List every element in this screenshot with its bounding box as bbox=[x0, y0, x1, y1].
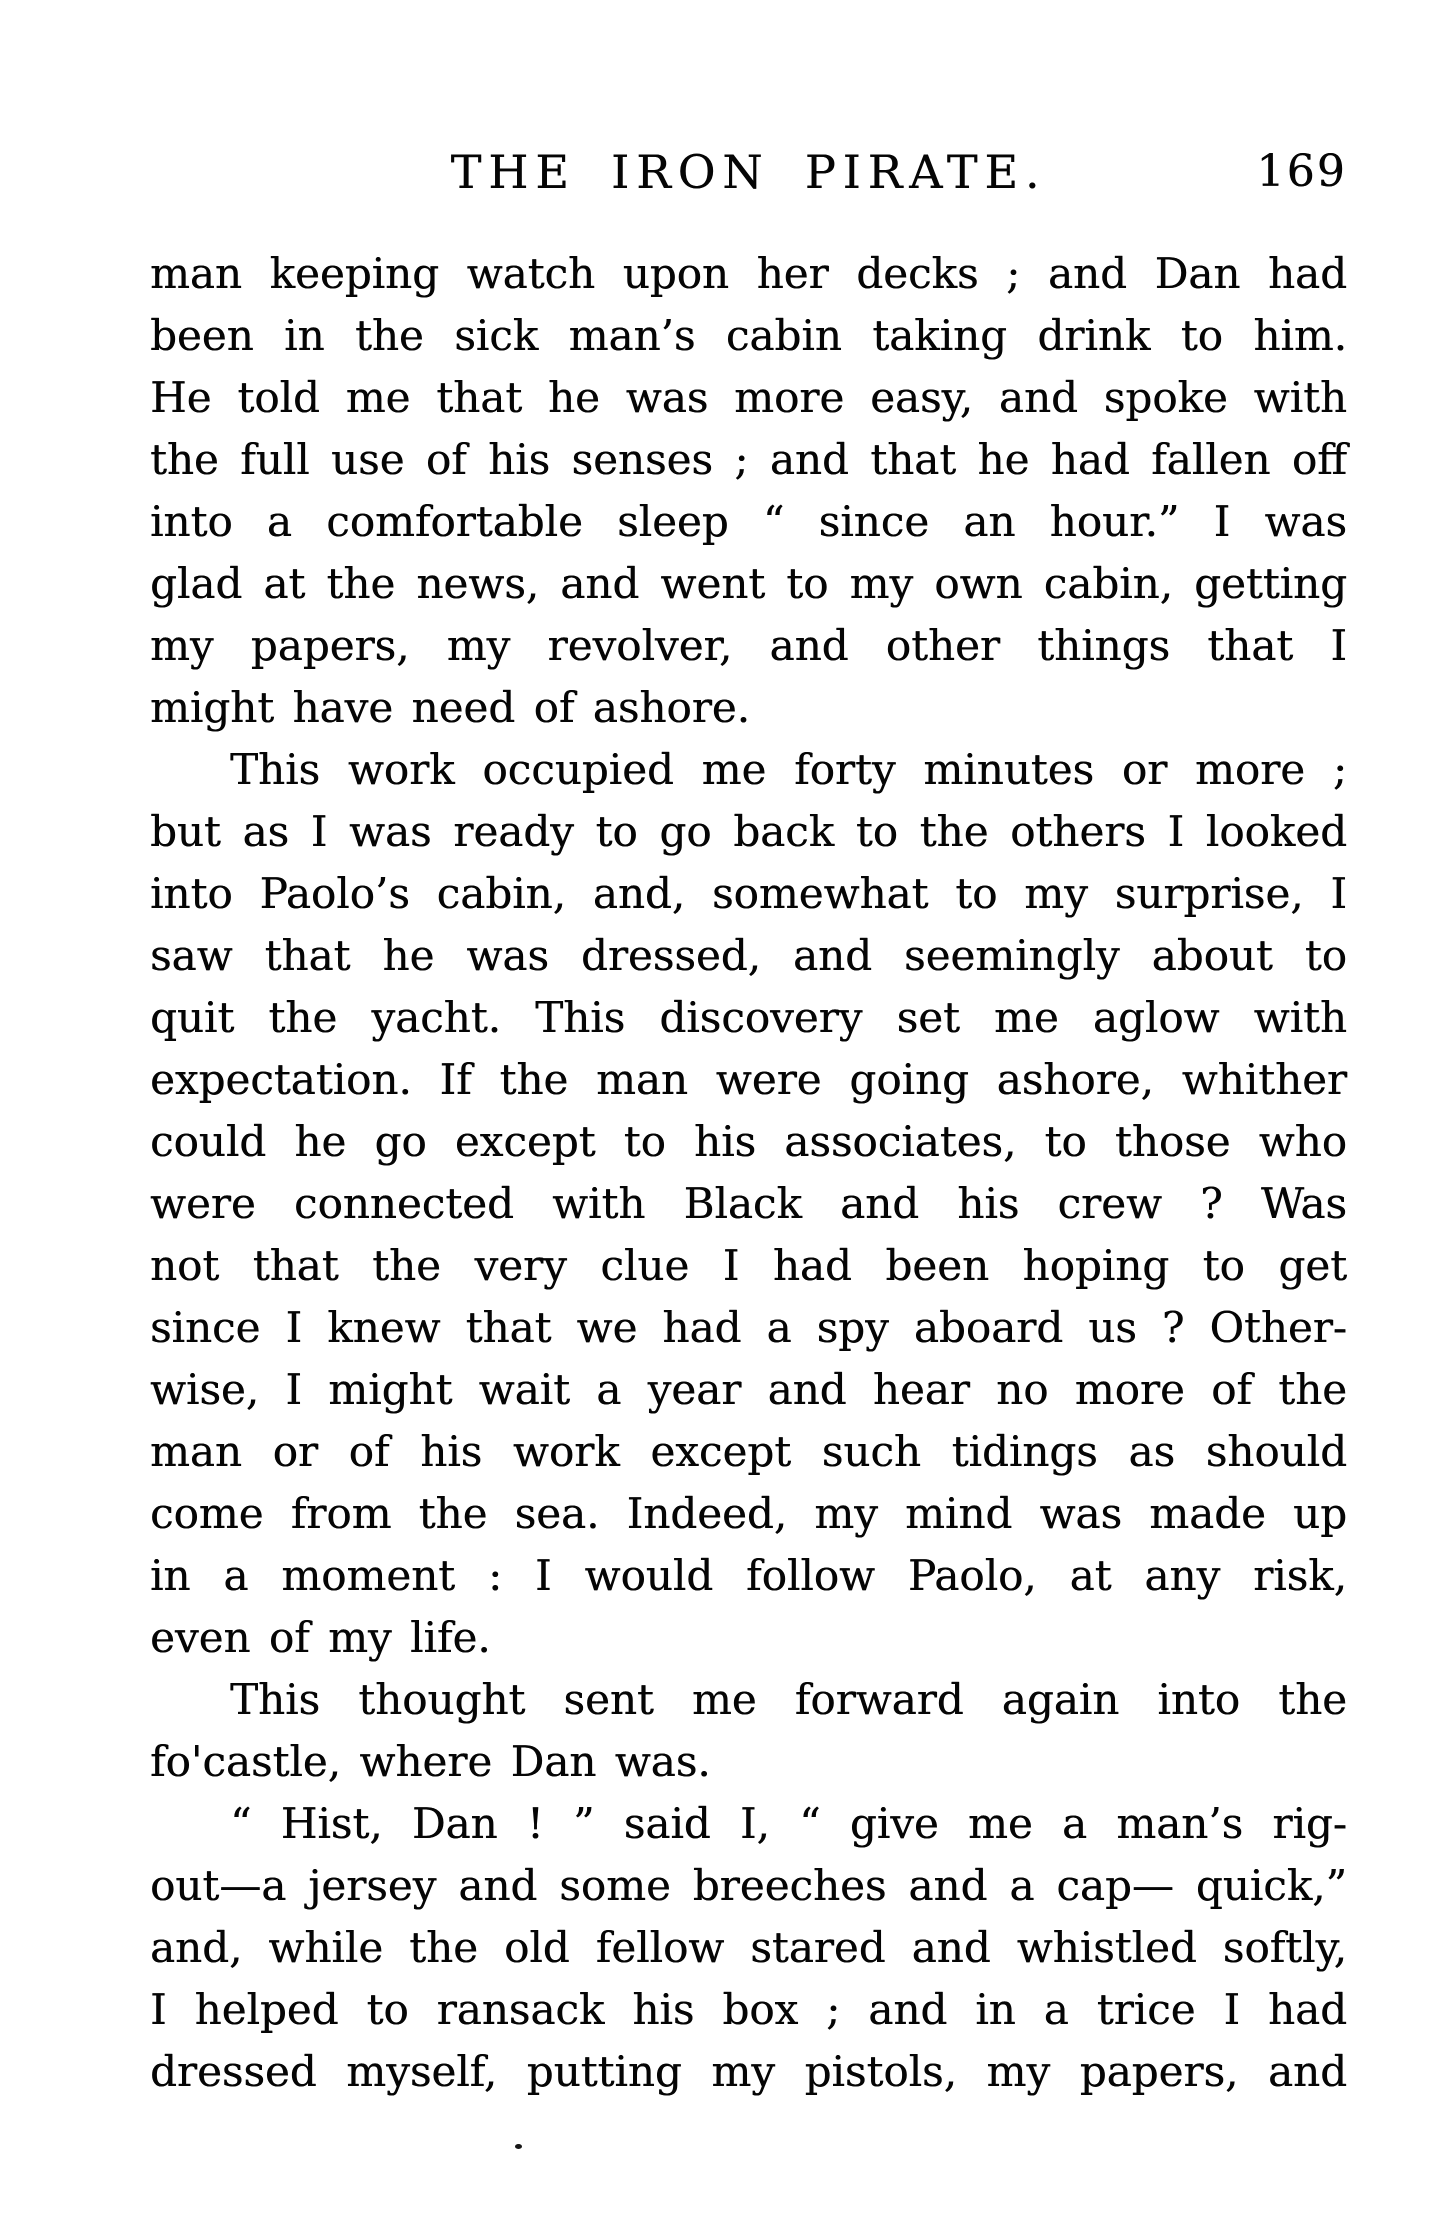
text-block bbox=[150, 243, 1347, 2103]
text-line: I helped to ransack his box ; and in a trice I had bbox=[150, 1985, 1347, 2034]
page-number: 169 bbox=[1256, 146, 1347, 197]
text-line: even of my life. bbox=[150, 1613, 491, 1662]
text-line: my papers, my revolver, and other things that I bbox=[150, 621, 1347, 670]
text-line: in a moment : I would follow Paolo, at any risk, bbox=[150, 1551, 1347, 1600]
printers-mark-dot bbox=[515, 2144, 522, 2149]
text-line: might have need of ashore. bbox=[150, 683, 750, 732]
text-line: come from the sea. Indeed, my mind was made up bbox=[150, 1489, 1347, 1538]
text-line: the full use of his senses ; and that he had fallen off bbox=[150, 435, 1347, 484]
text-line: This thought sent me forward again into the bbox=[230, 1675, 1347, 1724]
running-head bbox=[150, 145, 1347, 199]
text-line: and, while the old fellow stared and whistled softly, bbox=[150, 1923, 1347, 1972]
text-line: wise, I might wait a year and hear no more of the bbox=[150, 1365, 1347, 1414]
text-line: He told me that he was more easy, and spoke with bbox=[150, 373, 1347, 422]
text-line: been in the sick man’s cabin taking drink to him. bbox=[150, 311, 1347, 360]
text-line: out—a jersey and some breeches and a cap— quick,” bbox=[150, 1861, 1347, 1910]
text-line: dressed myself, putting my pistols, my papers, and bbox=[150, 2047, 1347, 2096]
text-line: could he go except to his associates, to those who bbox=[150, 1117, 1347, 1166]
text-line: into Paolo’s cabin, and, somewhat to my surprise, I bbox=[150, 869, 1347, 918]
text-line: expectation. If the man were going ashore, whither bbox=[150, 1055, 1347, 1104]
text-line: man keeping watch upon her decks ; and Dan had bbox=[150, 249, 1347, 298]
text-line: saw that he was dressed, and seemingly about to bbox=[150, 931, 1347, 980]
text-line: man or of his work except such tidings as should bbox=[150, 1427, 1347, 1476]
text-line: quit the yacht. This discovery set me aglow with bbox=[150, 993, 1347, 1042]
text-line: were connected with Black and his crew ? Was bbox=[150, 1179, 1347, 1228]
running-title: THE IRON PIRATE. bbox=[450, 145, 1047, 199]
text-line: not that the very clue I had been hoping to get bbox=[150, 1241, 1347, 1290]
text-line: This work occupied me forty minutes or more ; bbox=[230, 745, 1347, 794]
text-line: “ Hist, Dan ! ” said I, “ give me a man’s rig- bbox=[230, 1799, 1347, 1848]
text-line: glad at the news, and went to my own cabin, getting bbox=[150, 559, 1347, 608]
text-line: since I knew that we had a spy aboard us ? Other- bbox=[150, 1303, 1347, 1352]
text-line: fo'castle, where Dan was. bbox=[150, 1737, 711, 1786]
text-line: but as I was ready to go back to the others I looked bbox=[150, 807, 1347, 856]
text-line: into a comfortable sleep “ since an hour.” I was bbox=[150, 497, 1347, 546]
